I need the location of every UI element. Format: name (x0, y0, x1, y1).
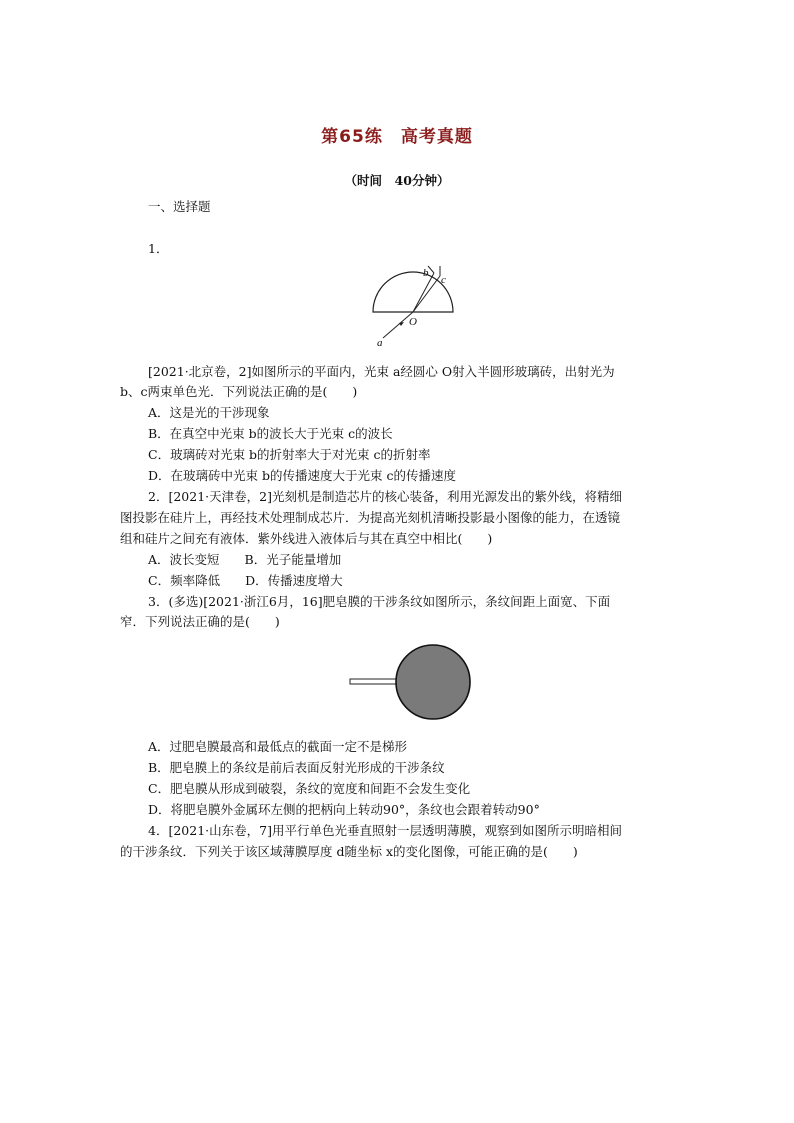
q1-semicircle-figure (366, 238, 486, 348)
q2-stem-line3: 组和硅片之间充有液体．紫外线进入液体后与其在真空中相比( ) (120, 531, 493, 546)
label-o: O (409, 316, 417, 328)
q4-stem-line2: 的干涉条纹．下列关于该区域薄膜厚度 d随坐标 x的变化图像，可能正确的是( ) (120, 844, 578, 859)
q3-option-b: B．肥皂膜上的条纹是前后表面反射光形成的干涉条纹 (148, 760, 445, 775)
q2-options-row2: C．频率降低 D．传播速度增大 (148, 573, 343, 588)
q2-stem-line2: 图投影在硅片上，再经技术处理制成芯片．为提高光刻机清晰投影最小图像的能力，在透镜 (120, 510, 621, 525)
q3-option-d: D．将肥皂膜外金属环左侧的把柄向上转动90°，条纹也会跟着转动90° (148, 802, 540, 817)
q1-option-c: C．玻璃砖对光束 b的折射率大于对光束 c的折射率 (148, 447, 431, 462)
section-heading: 一、选择题 (148, 199, 211, 214)
label-b: b (423, 267, 429, 279)
q3-option-a: A．过肥皂膜最高和最低点的截面一定不是梯形 (148, 739, 408, 754)
q3-stem-line1: 3．(多选)[2021·浙江6月，16]肥皂膜的干涉条纹如图所示，条纹间距上面宽、下面 (148, 594, 611, 609)
label-c: c (441, 274, 446, 286)
q1-option-d: D．在玻璃砖中光束 b的传播速度大于光束 c的传播速度 (148, 468, 456, 483)
q1-option-b: B．在真空中光束 b的波长大于光束 c的波长 (148, 426, 393, 441)
q2-stem-line1: 2．[2021·天津卷，2]光刻机是制造芯片的核心装备，利用光源发出的紫外线，将精细 (148, 489, 622, 504)
q1-stem-line2: b、c两束单色光．下列说法正确的是( ) (120, 384, 358, 399)
ring-handle (350, 679, 398, 684)
ray-c (413, 276, 440, 312)
q3-stem-line2: 窄．下列说法正确的是( ) (120, 614, 280, 629)
q2-options-row1: A．波长变短 B．光子能量增加 (148, 552, 342, 567)
q3-soap-film-figure (346, 638, 476, 733)
soap-film-ring (396, 645, 470, 719)
q1-number: 1． (148, 241, 169, 256)
q1-option-a: A．这是光的干涉现象 (148, 405, 270, 420)
q3-option-c: C．肥皂膜从形成到破裂，条纹的宽度和间距不会发生变化 (148, 781, 471, 796)
q1-stem-line1: [2021·北京卷，2]如图所示的平面内，光束 a经圆心 O射入半圆形玻璃砖，出射光为 (148, 364, 615, 379)
label-a: a (377, 337, 383, 348)
q4-stem-line1: 4．[2021·山东卷，7]用平行单色光垂直照射一层透明薄膜，观察到如图所示明暗相间 (148, 823, 622, 838)
page-title: 第65练 高考真题 (321, 127, 473, 147)
ray-b-out (428, 266, 434, 273)
time-limit: （时间 40分钟） (344, 173, 450, 188)
arrow-head-icon (399, 322, 404, 326)
